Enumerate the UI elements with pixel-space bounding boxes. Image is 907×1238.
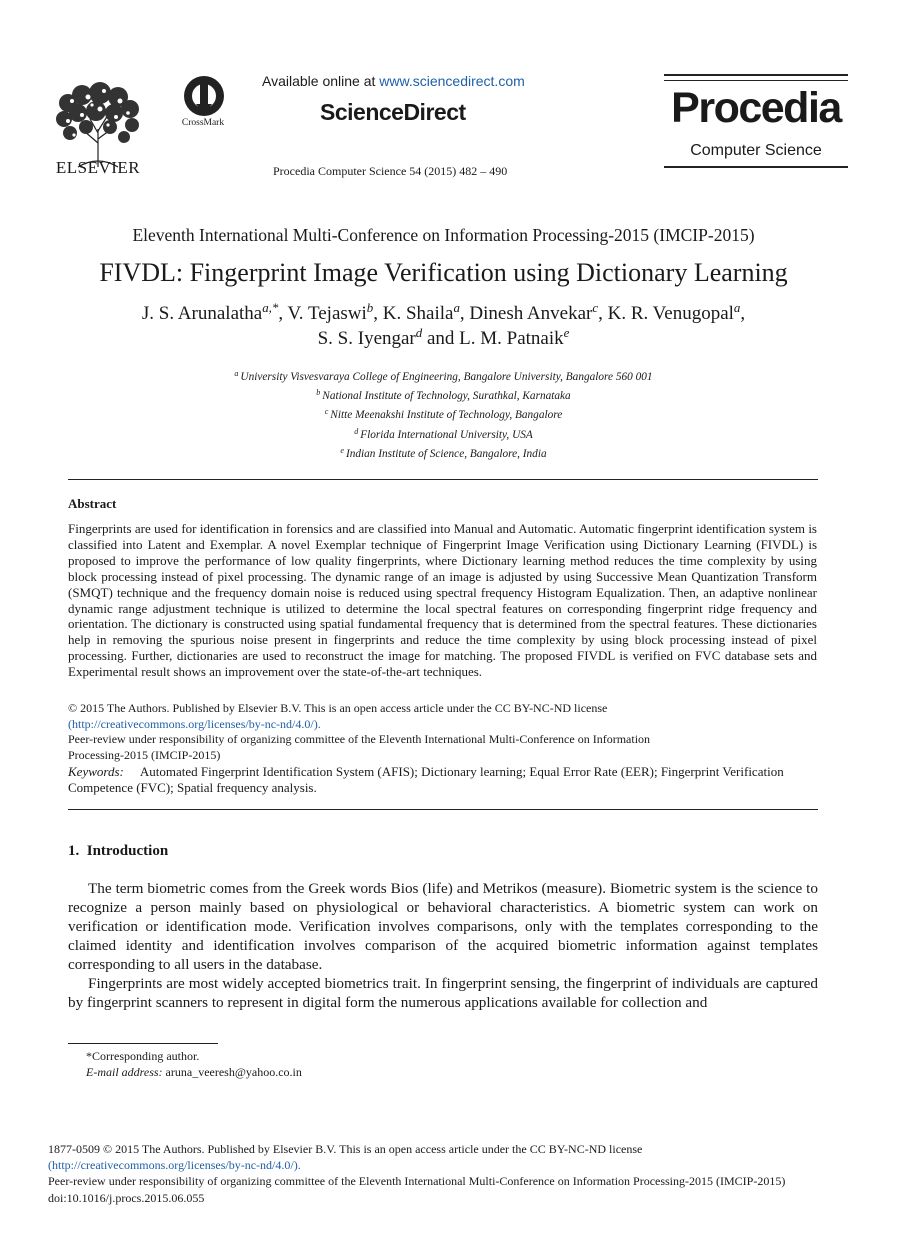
author-separator: , [459,303,470,324]
author-name: Dinesh Anvekar [469,303,593,324]
section-heading: 1. Introduction [68,843,169,859]
author-mark: b [366,299,374,315]
affiliation-text: National Institute of Technology, Surathkal, Karnataka [322,390,571,403]
license-block [68,701,817,763]
crossmark-label: CrossMark [181,118,225,128]
page-footer [48,1141,878,1206]
license-line: Peer-review under responsibility of organizing committee of the Eleventh International Multi-Conference on Information [68,732,651,746]
footnote [86,1049,302,1080]
affiliation [0,404,887,423]
author-separator: , [373,303,383,324]
paragraph: The term biometric comes from the Greek words Bios (life) and Metrikos (measure). Biometric system is the science to recognize a person mainly based on physiological or behavioral characteristics. A biometric system can work on verification or identification mode. Verification involves comparisons, only with the templates corresponding to the claimed identity and identification involves comparison of the acquired biometric information against templates corresponding to all users in the database. [68,880,818,973]
affiliation-text: Nitte Meenakshi Institute of Technology, Bangalore [330,409,563,422]
author-name: K. R. Venugopal [607,303,734,324]
license-link[interactable]: (http://creativecommons.org/licenses/by-nc-nd/4.0/). [68,716,321,731]
author-separator: and [422,328,460,349]
author-separator: , [598,303,608,324]
affiliation-mark: b [316,388,321,398]
keywords [68,764,817,796]
footer-line: 1877-0509 © 2015 The Authors. Published by Elsevier B.V. This is an open access article under the CC BY-NC-ND license [48,1142,643,1156]
affiliation-mark: a [234,369,239,378]
footnote-rule [68,1043,218,1044]
procedia-logo [664,74,848,168]
abstract-bottom-rule [68,809,818,810]
author-mark: a [453,299,460,315]
email-address[interactable]: aruna_veeresh@yahoo.co.in [165,1064,302,1079]
license-line: Processing-2015 (IMCIP-2015) [68,747,221,762]
procedia-top-rule [664,74,848,76]
author-separator: , [278,303,288,324]
conference-name: Eleventh International Multi-Conference on Information Processing-2015 (IMCIP-2015) [132,225,755,245]
footer-line: Peer-review under responsibility of organizing committee of the Eleventh International Multi-Conference on Information Processing-2015 (IMCIP-2015) [48,1174,786,1189]
author-name: V. Tejaswi [287,303,367,324]
affiliation [0,366,887,385]
footer-doi[interactable]: doi:10.1016/j.procs.2015.06.055 [48,1190,205,1205]
author-name: J. S. Arunalatha [141,303,263,324]
sciencedirect-link[interactable]: www.sciencedirect.com [379,73,525,89]
keywords-label: Keywords: [68,764,124,779]
paragraph: Fingerprints are most widely accepted biometrics trait. In fingerprint sensing, the fingerprint of individuals are captured by fingerprint scanners to represent in digital form the numerous applications available for collection and [68,975,818,1011]
affiliations [0,366,887,462]
affiliation [0,385,887,404]
author-name: L. M. Patnaik [459,328,564,349]
keywords-text: Automated Fingerprint Identification System (AFIS); Dictionary learning; Equal Error Rate (EER); Fingerprint Verification Competence (FVC); Spatial frequency analysis. [68,764,784,795]
available-prefix: Available online at [262,73,380,89]
procedia-top-rule-thin [664,80,848,81]
author-mark: c [592,299,599,315]
email-label: E-mail address: [86,1064,163,1079]
author-mark: a [733,299,741,315]
paper-title: FIVDL: Fingerprint Image Verification using Dictionary Learning [99,258,788,287]
available-online [262,73,525,89]
procedia-title: Procedia [671,84,841,132]
author-line-1 [0,299,887,325]
author-name: S. S. Iyengar [317,328,416,349]
author-name: K. Shaila [382,303,454,324]
procedia-subtitle: Computer Science [690,142,822,159]
affiliation-mark: c [324,407,329,417]
publisher-wordmark: ELSEVIER [55,158,141,177]
affiliation-mark: d [354,426,359,436]
affiliation-text: University Visvesvaraya College of Engineering, Bangalore University, Bangalore 560 001 [240,371,653,383]
author-line-2 [0,324,887,350]
author-mark: e [563,324,570,340]
footer-license-link[interactable]: (http://creativecommons.org/licenses/by-nc-nd/4.0/). [48,1158,301,1173]
abstract-top-rule [68,479,818,480]
introduction-body [68,879,818,1012]
corresponding-author-note: *Corresponding author. [86,1049,200,1063]
affiliation-text: Indian Institute of Science, Bangalore, India [345,447,547,460]
affiliation-mark: e [340,445,344,455]
journal-reference: Procedia Computer Science 54 (2015) 482 – 490 [273,164,508,178]
affiliation [0,424,887,443]
affiliation-text: Florida International University, USA [360,428,533,441]
author-mark: d [415,324,423,340]
author-separator: , [740,303,746,324]
abstract-heading: Abstract [68,496,117,511]
abstract-text: Fingerprints are used for identification in forensics and are classified into Manual and Automatic. Automatic fingerprint identification system is classified into Latent and Exemplar. A novel Exemplar technique of Fingerprint Image Verification using Dictionary Learning (FIVDL) is proposed to improve the performance of low quality fingerprints, where Dictionary learning method reduces the time complexity by using block processing instead of pixel processing. The dynamic range of an image is adjusted by using Successive Mean Quantization Transform (SMQT) technique and the frequency domain noise is reduced using spectral frequency Histogram Equalization. Then, an adaptive nonlinear dynamic range adjustment technique is utilized to determine the local spectral features on corresponding fingerprint ridge frequency and orientation. The dictionary is constructed using spatial fundamental frequency that is determined from the spectral features. These dictionaries help in removing the spurious noise present in fingerprints and reduce the time complexity by using block processing instead of pixel processing. Further, dictionaries are used to reconstruct the image for matching. The proposed FIVDL is verified on FVC database sets and Experimental result shows an improvement over the state-of-the-art techniques. [68,521,817,680]
procedia-bottom-rule [664,166,848,168]
affiliation [0,443,887,462]
license-line: © 2015 The Authors. Published by Elsevier B.V. This is an open access article under the CC BY-NC-ND license [68,701,608,715]
email-line [86,1065,302,1081]
sciencedirect-brand: ScienceDirect [320,99,466,125]
author-mark: a,* [262,299,279,315]
